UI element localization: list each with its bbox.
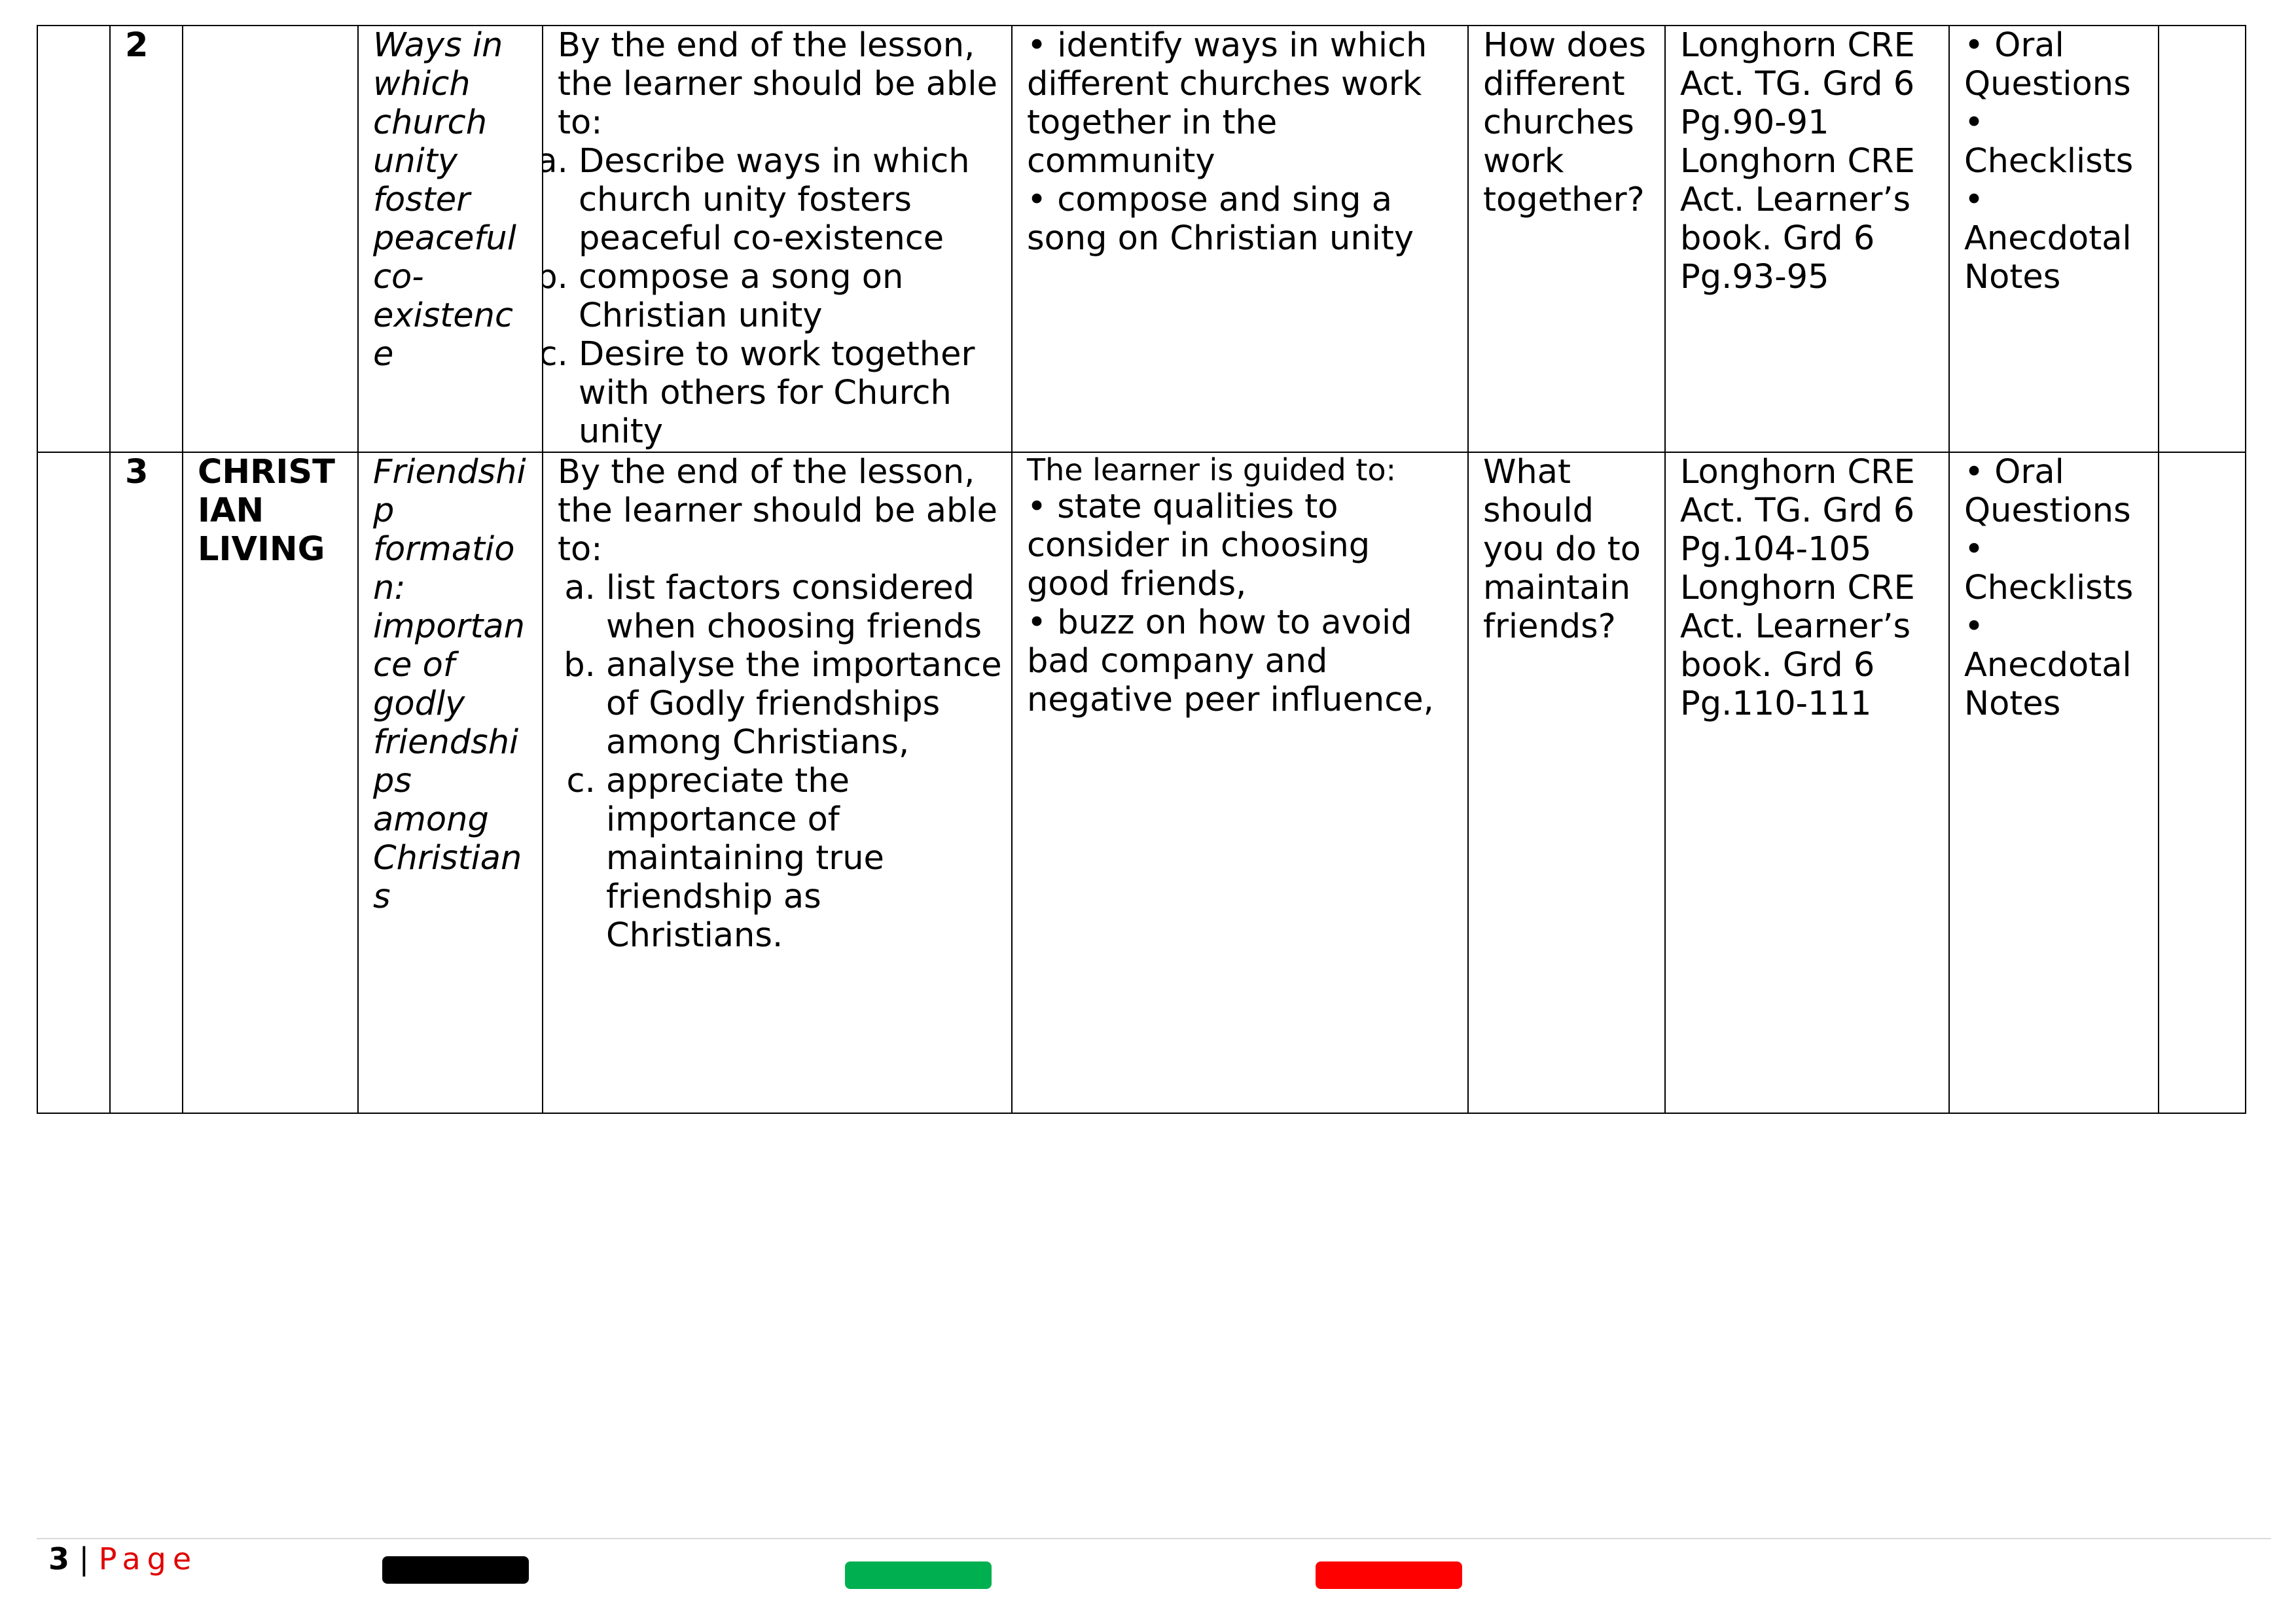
strand-cell <box>183 26 358 452</box>
assessment-item: • Anecdotal Notes <box>1964 181 2132 296</box>
learning-experiences-cell <box>1012 26 1468 452</box>
page-number: 3 <box>48 1541 70 1577</box>
outcomes-list <box>558 569 1005 955</box>
footer-divider <box>37 1538 2271 1539</box>
key-inquiry-cell: How does different churches work together? <box>1468 26 1665 452</box>
table-row <box>37 26 2246 452</box>
assessment-cell <box>1949 26 2159 452</box>
flag-black-stripe <box>382 1556 529 1584</box>
assessment-item: • Checklists <box>1964 530 2134 607</box>
assessment-item: • Oral Questions <box>1964 453 2131 530</box>
table-row <box>37 452 2246 1113</box>
lesson-cell: 2 <box>110 26 183 452</box>
learning-experiences-cell <box>1012 452 1468 1113</box>
outcome-item: c. Desire to work together with others for Church unity <box>579 335 1005 451</box>
assessment-item: • Anecdotal Notes <box>1964 607 2132 723</box>
assessment-cell <box>1949 452 2159 1113</box>
outcome-item: b. analyse the importance of Godly friendships among Christians, <box>606 646 1005 762</box>
strand-cell: CHRISTIAN LIVING <box>183 452 358 1113</box>
flag-red-stripe <box>1316 1561 1462 1589</box>
resources-cell: Longhorn CRE Act. TG. Grd 6 Pg.90-91 Longhorn CRE Act. Learner’s book. Grd 6 Pg.93-95 <box>1665 26 1949 452</box>
assessment-item: • Checklists <box>1964 103 2134 181</box>
experience-item: • identify ways in which different churches work together in the community <box>1027 26 1427 181</box>
page-separator: | <box>79 1541 90 1577</box>
outcome-item: b. compose a song on Christian unity <box>579 258 1005 335</box>
resources-cell: Longhorn CRE Act. TG. Grd 6 Pg.104-105 Longhorn CRE Act. Learner’s book. Grd 6 Pg.110-111 <box>1665 452 1949 1113</box>
sub-strand-cell: Ways in which church unity foster peaceful co-existence <box>358 26 543 452</box>
experience-item: • compose and sing a song on Christian unity <box>1027 181 1414 258</box>
page-footer <box>48 1539 198 1578</box>
scheme-of-work-table <box>37 25 2246 1114</box>
experience-item: • state qualities to consider in choosing good friends, <box>1027 488 1371 603</box>
assessment-item: • Oral Questions <box>1964 26 2131 103</box>
week-cell <box>37 452 110 1113</box>
outcome-item: a. list factors considered when choosing friends <box>606 569 1005 646</box>
outcome-item: c. appreciate the importance of maintaining true friendship as Christians. <box>606 762 1005 955</box>
remarks-cell <box>2159 452 2246 1113</box>
key-inquiry-cell: What should you do to maintain friends? <box>1468 452 1665 1113</box>
sub-strand-cell: Friendship formation: importance of godly friendships among Christians <box>358 452 543 1113</box>
page-word: Page <box>98 1541 198 1577</box>
lesson-cell: 3 <box>110 452 183 1113</box>
remarks-cell <box>2159 26 2246 452</box>
week-cell <box>37 26 110 452</box>
outcomes-intro: By the end of the lesson, the learner should be able to: <box>558 26 997 142</box>
outcome-item: a. Describe ways in which church unity fosters peaceful co-existence <box>579 142 1005 258</box>
outcomes-intro: By the end of the lesson, the learner should be able to: <box>558 453 997 569</box>
experiences-intro: The learner is guided to: <box>1027 452 1397 488</box>
experience-item: • buzz on how to avoid bad company and negative peer influence, <box>1027 603 1434 719</box>
learning-outcomes-cell <box>543 26 1012 452</box>
learning-outcomes-cell <box>543 452 1012 1113</box>
flag-green-stripe <box>845 1561 992 1589</box>
outcomes-list <box>543 142 1005 451</box>
